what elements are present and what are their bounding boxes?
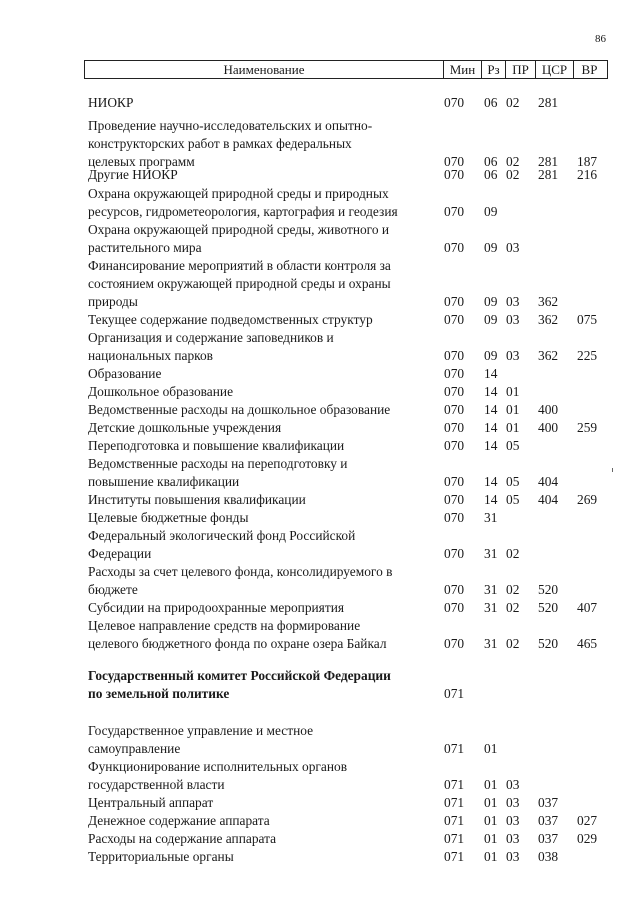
row-name: Детские дошкольные учреждения: [88, 420, 282, 435]
code-rz: 31: [484, 510, 498, 525]
row-name: Ведомственные расходы на дошкольное образование: [88, 402, 391, 417]
code-min: 070: [444, 294, 465, 309]
code-rz: 01: [484, 849, 498, 864]
header-vr: ВР: [573, 61, 605, 78]
code-min: 070: [444, 438, 465, 453]
code-min: 070: [444, 402, 465, 417]
code-min: 070: [444, 510, 465, 525]
code-csr: 520: [538, 582, 559, 597]
code-pr: 03: [506, 813, 520, 828]
table-row: [0, 311, 640, 329]
code-csr: 400: [538, 402, 559, 417]
code-pr: 03: [506, 294, 520, 309]
code-min: 071: [444, 777, 465, 792]
row-name: Территориальные органы: [88, 849, 234, 864]
code-pr: 02: [506, 600, 520, 615]
code-csr: 404: [538, 492, 559, 507]
code-min: 070: [444, 600, 465, 615]
code-pr: 05: [506, 492, 520, 507]
code-min: 070: [444, 348, 465, 363]
row-name: Расходы на содержание аппарата: [88, 831, 277, 846]
row-name: Переподготовка и повышение квалификации: [88, 438, 345, 453]
row-name: Расходы за счет целевого фонда, консолидируемого в бюджете: [88, 564, 393, 597]
row-name: Функционирование исполнительных органов государственной власти: [88, 759, 348, 792]
code-csr: 520: [538, 600, 559, 615]
code-pr: 02: [506, 546, 520, 561]
code-pr: 03: [506, 348, 520, 363]
row-name: Государственное управление и местное самоуправление: [88, 723, 314, 756]
code-vr: 269: [577, 492, 598, 507]
code-rz: 14: [484, 438, 498, 453]
code-vr: 075: [577, 312, 598, 327]
code-pr: 01: [506, 420, 520, 435]
code-csr: 362: [538, 348, 559, 363]
code-vr: 225: [577, 348, 598, 363]
row-name: Федеральный экологический фонд Российской Федерации: [88, 528, 356, 561]
code-min: 070: [444, 420, 465, 435]
table-row: [0, 563, 640, 599]
code-rz: 14: [484, 384, 498, 399]
code-rz: 09: [484, 204, 498, 219]
code-pr: 03: [506, 312, 520, 327]
code-rz: 01: [484, 777, 498, 792]
code-rz: 14: [484, 420, 498, 435]
row-name: Финансирование мероприятий в области контроля за состоянием окружающей природной среды и охраны природы: [88, 258, 391, 309]
header-rz: Рз: [481, 61, 505, 78]
table-row: [0, 365, 640, 383]
code-vr: 187: [577, 154, 598, 169]
code-rz: 06: [484, 154, 498, 169]
code-rz: 01: [484, 795, 498, 810]
code-pr: 02: [506, 636, 520, 651]
code-vr: 465: [577, 636, 598, 651]
code-vr: 216: [577, 167, 598, 182]
table-row: [0, 722, 640, 758]
table-row: [0, 599, 640, 617]
code-min: 071: [444, 795, 465, 810]
code-csr: 281: [538, 95, 559, 110]
table-row: [0, 117, 640, 171]
code-csr: 281: [538, 154, 559, 169]
table-row: [0, 812, 640, 830]
code-csr: 400: [538, 420, 559, 435]
table-row: [0, 667, 640, 703]
code-csr: 037: [538, 813, 559, 828]
row-name: НИОКР: [88, 95, 134, 110]
code-rz: 01: [484, 741, 498, 756]
table-row: [0, 455, 640, 491]
table-row: [0, 419, 640, 437]
code-rz: 09: [484, 348, 498, 363]
code-min: 070: [444, 636, 465, 651]
code-rz: 06: [484, 167, 498, 182]
code-vr: 029: [577, 831, 598, 846]
row-name: Дошкольное образование: [88, 384, 234, 399]
code-csr: 362: [538, 312, 559, 327]
code-csr: 038: [538, 849, 559, 864]
code-pr: 01: [506, 384, 520, 399]
table-row: [0, 830, 640, 848]
row-name: Охрана окружающей природной среды, животного и растительного мира: [88, 222, 390, 255]
row-name: Организация и содержание заповедников и национальных парков: [88, 330, 334, 363]
header-name: Наименование: [223, 62, 305, 77]
page-number: 86: [595, 33, 606, 45]
code-pr: 01: [506, 402, 520, 417]
code-csr: 362: [538, 294, 559, 309]
code-min: 070: [444, 366, 465, 381]
code-rz: 01: [484, 831, 498, 846]
code-min: 070: [444, 95, 465, 110]
table-row: [0, 221, 640, 257]
row-name: Другие НИОКР: [88, 167, 178, 182]
code-min: 070: [444, 312, 465, 327]
row-name: Проведение научно-исследовательских и опытно- конструкторских работ в рамках федеральных целевых программ: [88, 118, 373, 169]
row-name: Охрана окружающей природной среды и природных ресурсов, гидрометеорология, картография и геодезия: [88, 186, 398, 219]
code-pr: 02: [506, 582, 520, 597]
code-rz: 09: [484, 240, 498, 255]
code-rz: 14: [484, 366, 498, 381]
code-pr: 03: [506, 240, 520, 255]
table-row: [0, 185, 640, 221]
table-row: [0, 166, 640, 184]
table-row: [0, 257, 640, 311]
code-vr: 259: [577, 420, 598, 435]
table-row: [0, 94, 640, 112]
code-min: 070: [444, 492, 465, 507]
code-min: 070: [444, 384, 465, 399]
code-vr: 407: [577, 600, 598, 615]
row-name: Институты повышения квалификации: [88, 492, 306, 507]
code-min: 071: [444, 831, 465, 846]
code-csr: 281: [538, 167, 559, 182]
code-min: 070: [444, 204, 465, 219]
table-row: [0, 401, 640, 419]
code-min: 070: [444, 474, 465, 489]
table-row: [0, 527, 640, 563]
row-name: Денежное содержание аппарата: [88, 813, 270, 828]
code-csr: 037: [538, 831, 559, 846]
code-rz: 01: [484, 813, 498, 828]
code-min: 070: [444, 154, 465, 169]
table-row: [0, 491, 640, 509]
code-rz: 31: [484, 636, 498, 651]
header-pr: ПР: [505, 61, 535, 78]
header-csr: ЦСР: [535, 61, 573, 78]
code-pr: 03: [506, 849, 520, 864]
code-pr: 05: [506, 474, 520, 489]
code-rz: 14: [484, 492, 498, 507]
code-rz: 31: [484, 582, 498, 597]
code-pr: 02: [506, 95, 520, 110]
row-name: Образование: [88, 366, 162, 381]
row-name: Целевые бюджетные фонды: [88, 510, 249, 525]
row-name: Центральный аппарат: [88, 795, 214, 810]
row-name: Ведомственные расходы на переподготовку и повышение квалификации: [88, 456, 348, 489]
code-pr: 02: [506, 154, 520, 169]
table-row: [0, 794, 640, 812]
table-row: [0, 383, 640, 401]
code-rz: 06: [484, 95, 498, 110]
code-min: 070: [444, 546, 465, 561]
code-min: 070: [444, 240, 465, 255]
code-min: 070: [444, 167, 465, 182]
code-pr: 03: [506, 831, 520, 846]
table-row: [0, 617, 640, 653]
code-pr: 02: [506, 167, 520, 182]
code-min: 071: [444, 686, 465, 701]
row-name: Целевое направление средств на формирование целевого бюджетного фонда по охране озера Байкал: [88, 618, 387, 651]
header-min: Мин: [443, 61, 481, 78]
code-csr: 037: [538, 795, 559, 810]
table-row: [0, 509, 640, 527]
code-rz: 14: [484, 402, 498, 417]
code-min: 071: [444, 741, 465, 756]
code-rz: 31: [484, 600, 498, 615]
code-vr: 027: [577, 813, 598, 828]
code-rz: 09: [484, 312, 498, 327]
code-csr: 404: [538, 474, 559, 489]
table-row: [0, 848, 640, 866]
row-name: Субсидии на природоохранные мероприятия: [88, 600, 345, 615]
table-row: [0, 329, 640, 365]
code-pr: 05: [506, 438, 520, 453]
table-row: [0, 437, 640, 455]
code-min: 070: [444, 582, 465, 597]
code-rz: 31: [484, 546, 498, 561]
row-name: Государственный комитет Российской Федерации по земельной политике: [88, 668, 391, 701]
table-row: [0, 758, 640, 794]
code-rz: 14: [484, 474, 498, 489]
row-name: Текущее содержание подведомственных структур: [88, 312, 373, 327]
code-min: 071: [444, 849, 465, 864]
code-rz: 09: [484, 294, 498, 309]
code-csr: 520: [538, 636, 559, 651]
code-pr: 03: [506, 777, 520, 792]
code-pr: 03: [506, 795, 520, 810]
code-min: 071: [444, 813, 465, 828]
